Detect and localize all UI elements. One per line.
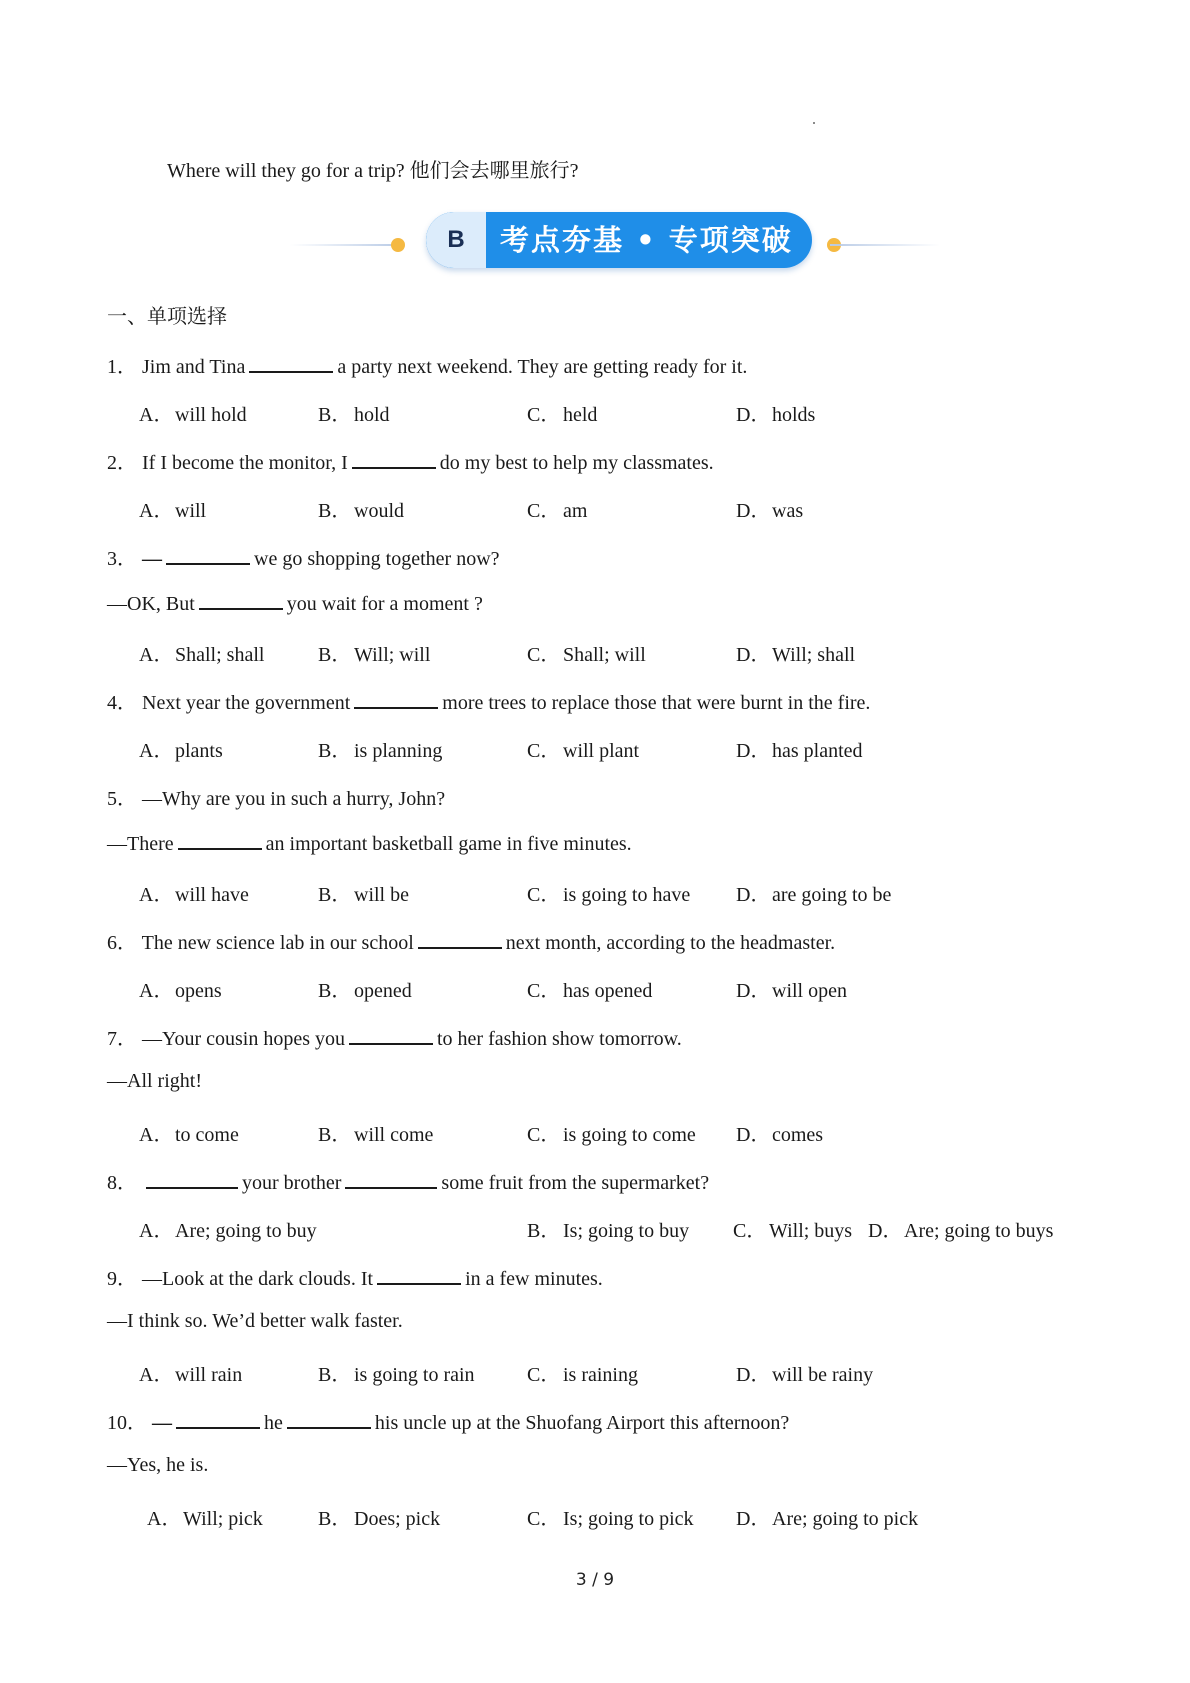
option-d: D．holds [736,404,816,426]
question-number: 3． [107,548,137,570]
answer-blank [166,545,250,565]
intro-line: Where will they go for a trip? 他们会去哪里旅行? [167,160,579,182]
question-text: —I think so. We’d better walk faster. [107,1310,403,1332]
banner-title: 考点夯基 • 专项突破 [500,223,793,257]
option-d: D．will be rainy [736,1364,874,1386]
question-text: do my best to help my classmates. [439,452,714,474]
question-7 [107,1022,682,1051]
answer-blank [146,1169,238,1189]
option-a: A．Will; pick [147,1508,263,1530]
option-c: C． will plant [527,740,640,762]
question-text: —There [107,833,174,855]
answer-blank [352,449,436,469]
answer-blank [377,1265,461,1285]
dialogue-dash: — [152,1412,172,1434]
question-text: The new science lab in our school [141,932,414,954]
question-5 [107,782,445,811]
question-number: 4． [107,692,137,714]
option-c: C． am [527,500,588,522]
question-number: 6． [107,932,137,954]
option-d: D．are going to be [736,884,892,906]
question-1 [107,350,747,379]
banner-dot-left [391,238,405,252]
option-d: D．Are; going to pick [736,1508,919,1530]
question-text: a party next weekend. They are getting ready for it. [337,356,748,378]
question-9-reply [107,1310,403,1333]
question-text: next month, according to the headmaster. [505,932,836,954]
option-b: B． would [318,500,404,522]
option-a: A．Shall; shall [139,644,265,666]
option-a: A．will hold [139,404,247,426]
question-text: to her fashion show tomorrow. [436,1028,682,1050]
question-text: an important basketball game in five minutes. [265,833,632,855]
question-6 [107,926,835,955]
question-text: —Why are you in such a hurry, John? [142,788,446,810]
question-8 [107,1166,709,1195]
option-a: A．opens [139,980,222,1002]
question-10-reply [107,1454,208,1477]
question-text: his uncle up at the Shuofang Airport this afternoon? [374,1412,790,1434]
option-a: A．plants [139,740,223,762]
answer-blank [199,590,283,610]
question-text: in a few minutes. [465,1268,603,1290]
option-d: D．comes [736,1124,824,1146]
option-a: A．will have [139,884,249,906]
question-text: Jim and Tina [142,356,246,378]
option-b: B． hold [318,404,390,426]
question-number: 1． [107,356,137,378]
question-2 [107,446,714,475]
question-text: we go shopping together now? [254,548,500,570]
option-c: C． is going to have [527,884,691,906]
answer-blank [249,353,333,373]
option-c: C． held [527,404,598,426]
question-4 [107,686,870,715]
question-10 [107,1406,789,1435]
option-c: C． Will; buys [733,1220,853,1242]
page-number: 3 / 9 [575,1570,615,1590]
option-d: D．has planted [736,740,863,762]
option-b: B． Will; will [318,644,431,666]
question-text: —All right! [107,1070,202,1092]
answer-blank [178,830,262,850]
option-c: C． has opened [527,980,653,1002]
banner-pill [426,212,812,268]
option-b: B． will be [318,884,409,906]
question-number: 7． [107,1028,137,1050]
question-text: If I become the monitor, I [142,452,348,474]
question-text: Next year the government [142,692,351,714]
option-a: A．will rain [139,1364,243,1386]
banner-line-left [290,244,400,246]
option-c: C． is raining [527,1364,638,1386]
banner-letter: B [426,212,486,268]
option-c: C． Shall; will [527,644,646,666]
question-text: —Look at the dark clouds. It [142,1268,374,1290]
option-d: D．will open [736,980,847,1002]
question-3 [107,542,500,571]
banner-line-right [830,244,940,246]
option-b: B． will come [318,1124,434,1146]
option-b: B． opened [318,980,412,1002]
question-number: 5． [107,788,137,810]
question-number: 10． [107,1412,147,1434]
question-text: you wait for a moment ? [286,593,483,615]
dialogue-dash: — [142,548,162,570]
question-number: 9． [107,1268,137,1290]
option-b: B． is going to rain [318,1364,475,1386]
answer-blank [287,1409,371,1429]
question-text: your brother [242,1172,342,1194]
option-b: B． Is; going to buy [527,1220,690,1242]
question-text: more trees to replace those that were burnt in the fire. [442,692,871,714]
question-7-reply [107,1070,202,1093]
section-banner [290,210,940,270]
question-3-reply [107,590,483,616]
option-d: D．was [736,500,804,522]
answer-blank [345,1169,437,1189]
answer-blank [354,689,438,709]
option-d: D．Will; shall [736,644,856,666]
option-a: A．will [139,500,207,522]
option-a: A．Are; going to buy [139,1220,317,1242]
answer-blank [176,1409,260,1429]
option-b: B． Does; pick [318,1508,441,1530]
question-number: 8． [107,1172,137,1194]
option-d: D．Are; going to buys [868,1220,1054,1242]
question-text: —OK, But [107,593,195,615]
stray-dot [813,122,815,124]
question-text: —Your cousin hopes you [142,1028,345,1050]
answer-blank [418,929,502,949]
question-text: he [264,1412,283,1434]
option-b: B． is planning [318,740,443,762]
section-title: 一、单项选择 [107,306,227,328]
question-9 [107,1262,603,1291]
answer-blank [349,1025,433,1045]
option-a: A．to come [139,1124,239,1146]
option-c: C． Is; going to pick [527,1508,694,1530]
option-c: C． is going to come [527,1124,696,1146]
question-text: —Yes, he is. [107,1454,209,1476]
question-text: some fruit from the supermarket? [441,1172,710,1194]
question-number: 2． [107,452,137,474]
question-5-reply [107,830,632,856]
